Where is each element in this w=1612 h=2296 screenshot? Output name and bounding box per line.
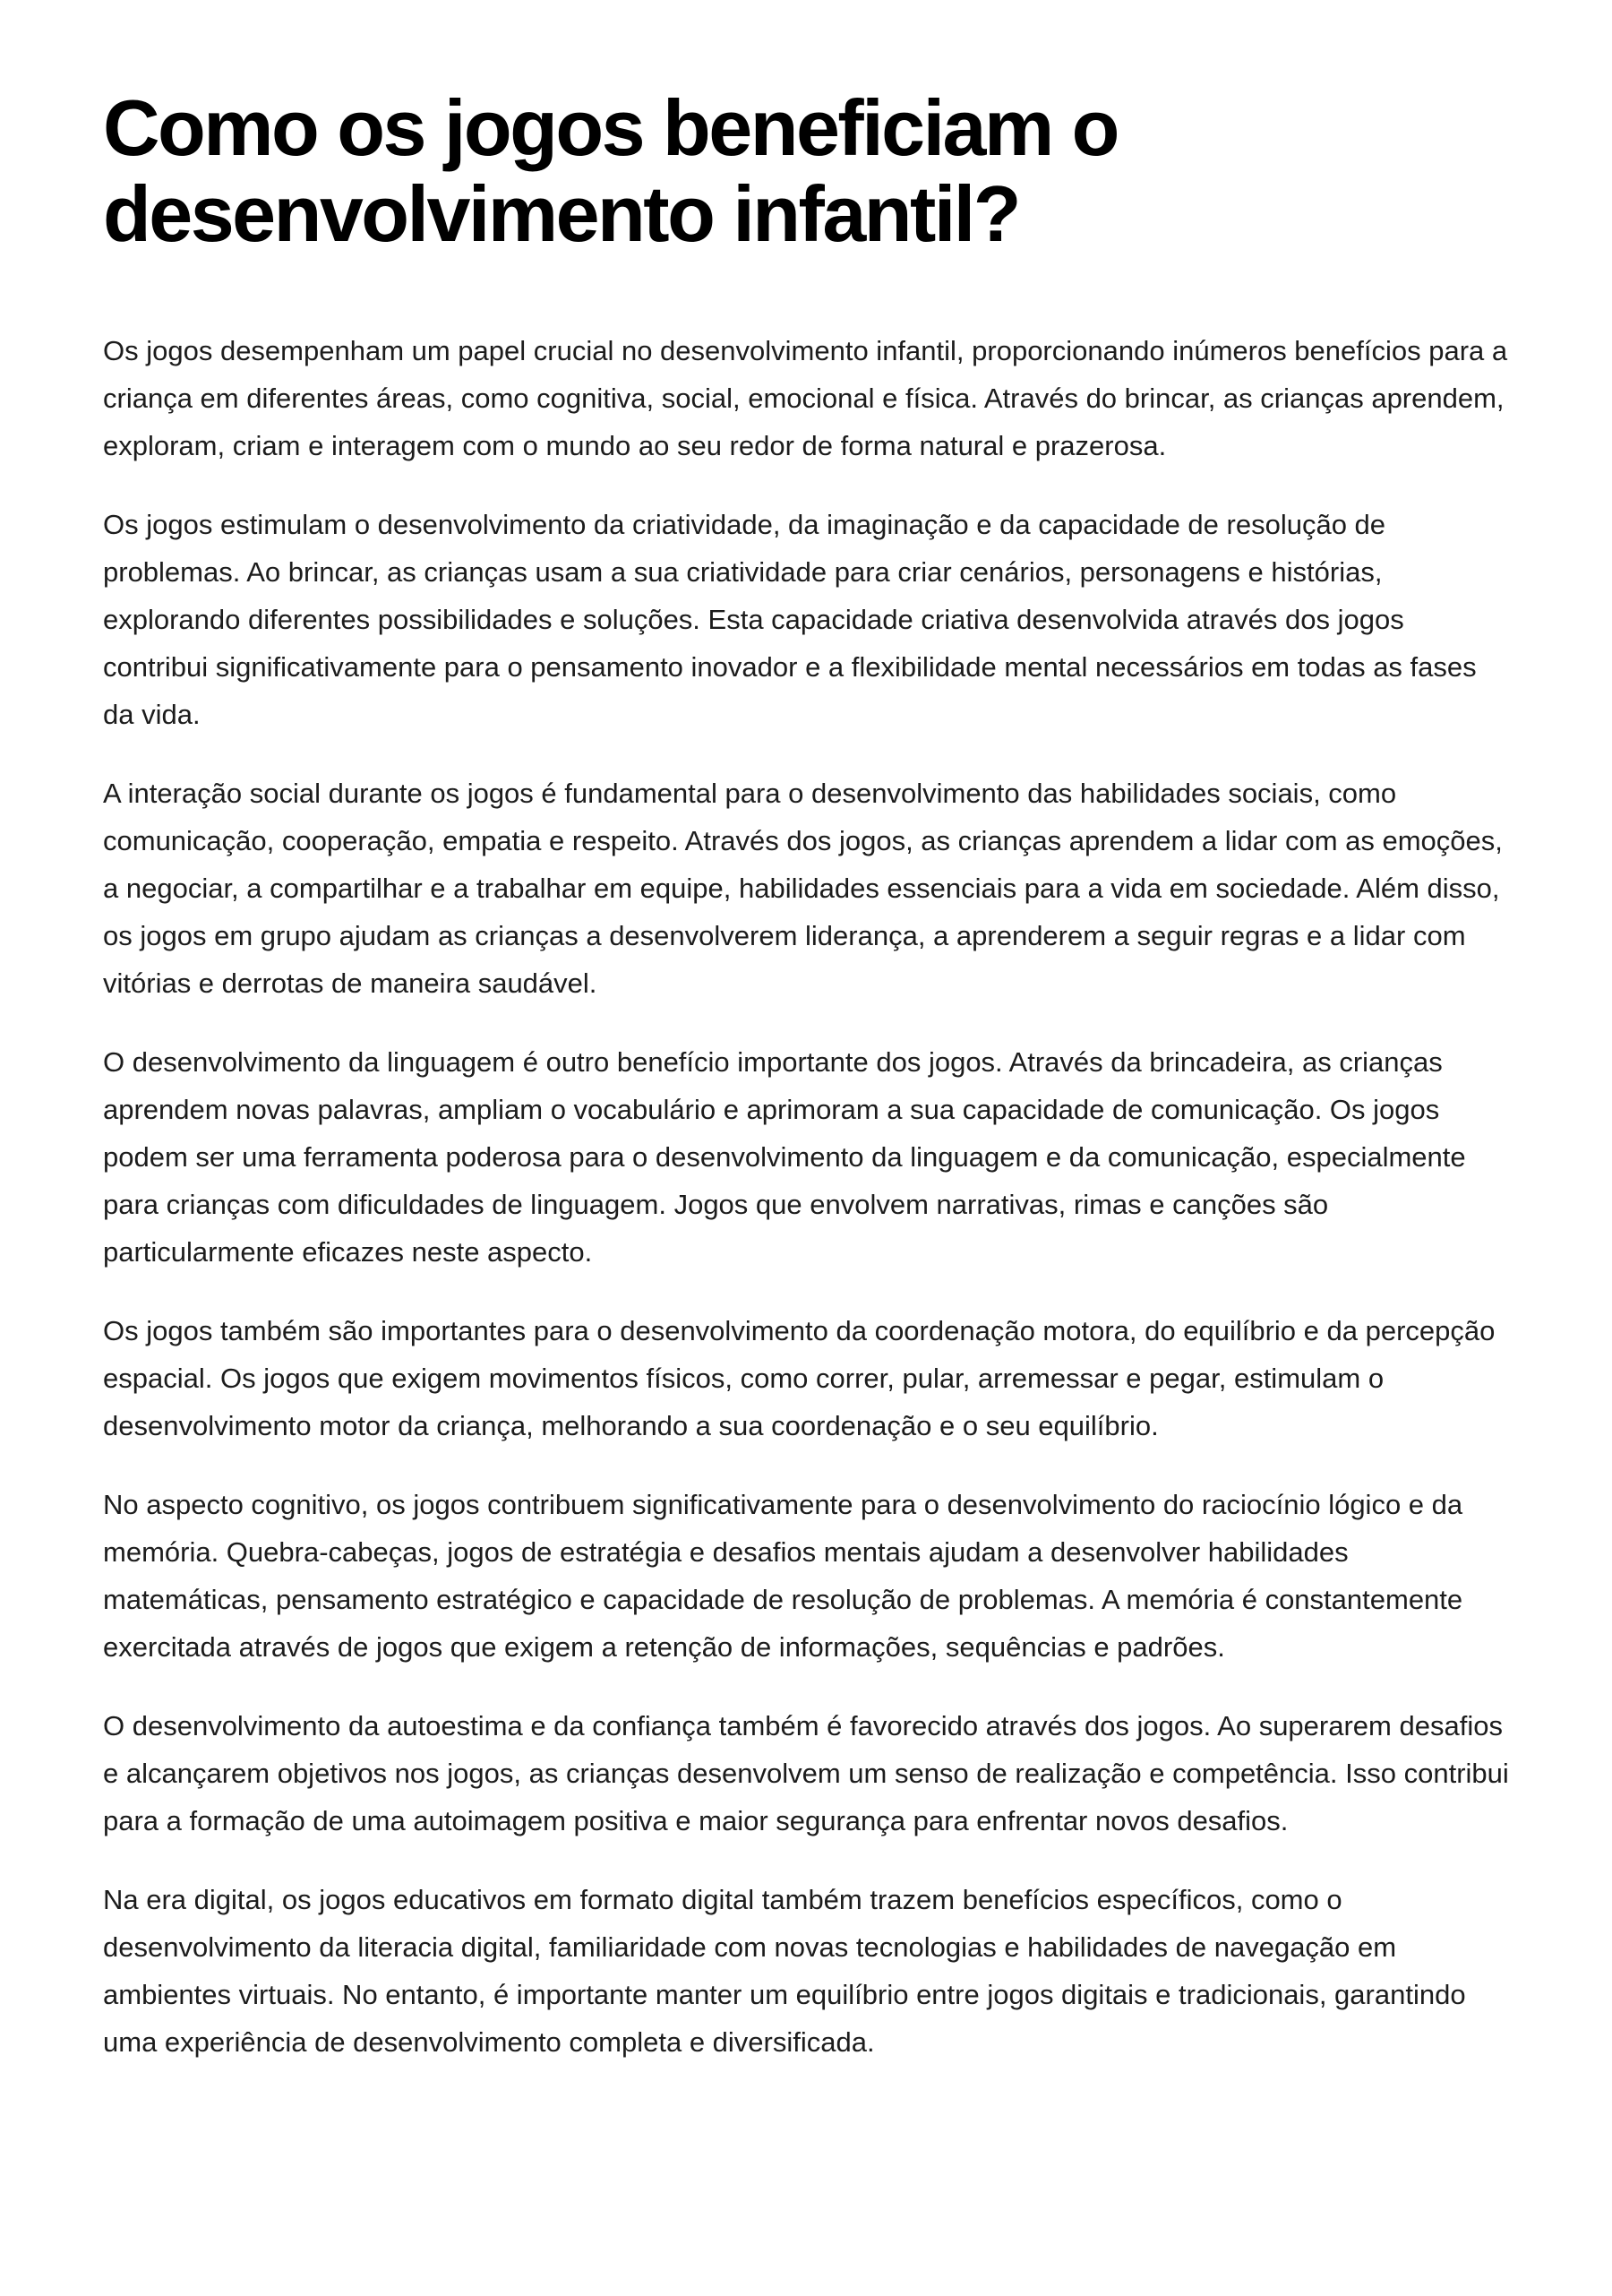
paragraph-language: O desenvolvimento da linguagem é outro benefício importante dos jogos. Através da brincadeira, as crianças aprendem novas palavras, ampliam o vocabulário e aprimoram a sua capacidade de comunicação. Os jogos podem ser uma ferramenta poderosa para o desenvolvimento da linguagem e da comunicação, especialmente para crianças com dificuldades de linguagem. Jogos que envolvem narrativas, rimas e canções são particularmente eficazes neste aspecto. <box>103 1046 1466 1268</box>
paragraph-social: A interação social durante os jogos é fundamental para o desenvolvimento das habilidades sociais, como comunicação, cooperação, empatia e respeito. Através dos jogos, as crianças aprendem a lidar com as emoções, a negociar, a compartilhar e a trabalhar em equipe, habilidades essenciais para a vida em sociedade. Além disso, os jogos em grupo ajudam as crianças a desenvolverem liderança, a aprenderem a seguir regras e a lidar com vitórias e derrotas de maneira saudável. <box>103 778 1503 999</box>
document-page <box>103 85 1509 2097</box>
paragraph-digital: Na era digital, os jogos educativos em formato digital também trazem benefícios específicos, como o desenvolvimento da literacia digital, familiaridade com novas tecnologias e habilidades de navegação em ambientes virtuais. No entanto, é importante manter um equilíbrio entre jogos digitais e tradicionais, garantindo uma experiência de desenvolvimento completa e diversificada. <box>103 1884 1466 2058</box>
paragraph-intro: Os jogos desempenham um papel crucial no desenvolvimento infantil, proporcionando inúmeros benefícios para a criança em diferentes áreas, como cognitiva, social, emocional e física. Através do brincar, as crianças aprendem, exploram, criam e interagem com o mundo ao seu redor de forma natural e prazerosa. <box>103 335 1508 461</box>
document-title: Como os jogos beneficiam o desenvolvimento infantil? <box>103 83 1118 258</box>
paragraph-cognitive: No aspecto cognitivo, os jogos contribuem significativamente para o desenvolvimento do raciocínio lógico e da memória. Quebra-cabeças, jogos de estratégia e desafios mentais ajudam a desenvolver habilidades matemáticas, pensamento estratégico e capacidade de resolução de problemas. A memória é constantemente exercitada através de jogos que exigem a retenção de informações, sequências e padrões. <box>103 1489 1463 1663</box>
paragraph-creativity: Os jogos estimulam o desenvolvimento da criatividade, da imaginação e da capacidade de resolução de problemas. Ao brincar, as crianças usam a sua criatividade para criar cenários, personagens e histórias, explorando diferentes possibilidades e soluções. Esta capacidade criativa desenvolvida através dos jogos contribui significativamente para o pensamento inovador e a flexibilidade mental necessários em todas as fases da vida. <box>103 509 1477 730</box>
paragraph-motor: Os jogos também são importantes para o desenvolvimento da coordenação motora, do equilíbrio e da percepção espacial. Os jogos que exigem movimentos físicos, como correr, pular, arremessar e pegar, estimulam o desenvolvimento motor da criança, melhorando a sua coordenação e o seu equilíbrio. <box>103 1315 1496 1441</box>
paragraph-self-esteem: O desenvolvimento da autoestima e da confiança também é favorecido através dos jogos. Ao superarem desafios e alcançarem objetivos nos jogos, as crianças desenvolvem um senso de realização e competência. Isso contribui para a formação de uma autoimagem positiva e maior segurança para enfrentar novos desafios. <box>103 1710 1509 1836</box>
